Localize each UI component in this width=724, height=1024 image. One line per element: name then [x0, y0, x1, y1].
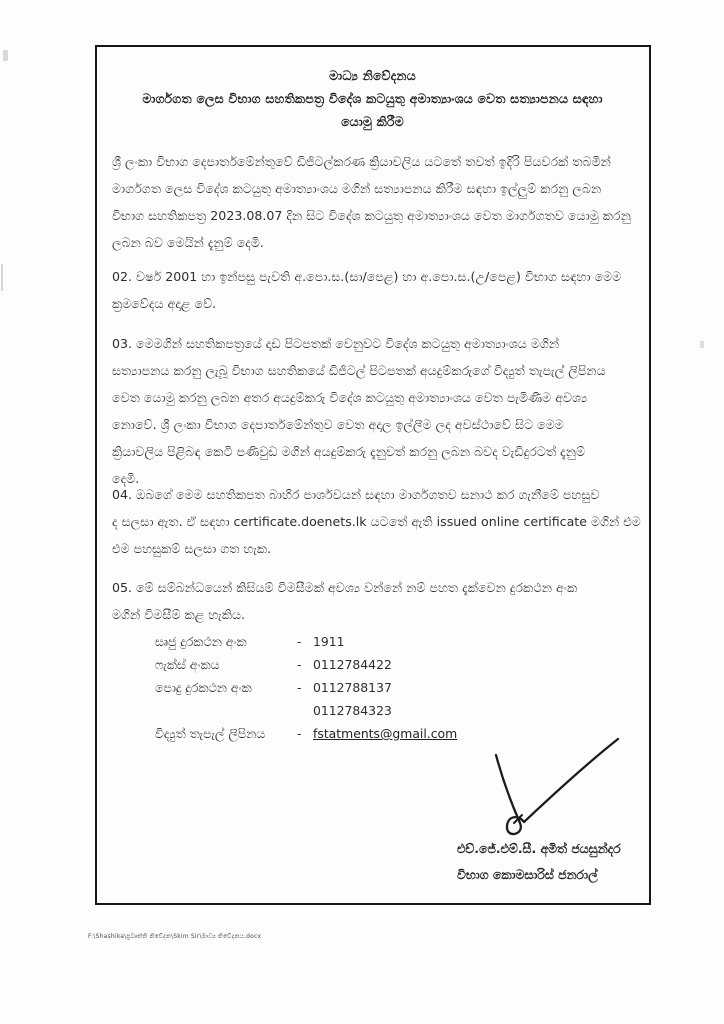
general-phone-number-2: 0112784323 [313, 703, 392, 718]
handwritten-signature-icon [478, 733, 628, 845]
contact-row-direct-phone [155, 630, 457, 653]
contact-separator: - [297, 634, 302, 649]
file-path-footer: F:\Shashika\ප්‍රවෘත්ති නිවේදන\Skim Sir\මාධ්‍ය නිවේදනය.docx [88, 933, 262, 940]
paragraph-line: ලබන බව මෙයින් දැනුම් දෙමි. [112, 235, 264, 250]
paragraph-04 [112, 481, 641, 562]
email-link[interactable]: fstatments@gmail.com [313, 726, 458, 741]
paragraph-line: නොවේ. ශ්‍රී ලංකා විභාග දෙපාර්තමේන්තුව වෙත අදාල ඉල්ලීම ලද අවස්ථාවේ සිට මෙම [112, 417, 564, 432]
contact-label: ෆැක්ස් අංකය [155, 657, 220, 672]
paragraph-line: ද සලසා ඇත. ඒ සඳහා certificate.doenets.lk යටතේ ඇති issued online certificate මගින් එම [112, 514, 641, 529]
title-line-3: යොමු කිරීම [341, 114, 404, 129]
paragraph-line: 02. වර්ෂ 2001 හා ඉන්පසු පැවති අ.පො.ස.(සා/පෙළ) හා අ.පො.ස.(උ/පෙළ) විභාග සඳහා මෙම [112, 269, 622, 284]
scan-artifact [1, 264, 6, 291]
paragraph-line: ක්‍රමවේදය අදාළ වේ. [112, 296, 217, 311]
contact-separator: - [297, 657, 302, 672]
paragraph-line: විභාග සහතිකපත්‍ර 2023.08.07 දින සිට විදේශ කටයුතු අමාත්‍යාංශය වෙත මාර්ගගතව යොමු කරනු [112, 208, 631, 223]
contact-separator: - [297, 726, 302, 741]
paragraph-05 [112, 574, 636, 628]
document-title [97, 64, 648, 133]
contact-row-email [155, 722, 457, 745]
contact-label: පොදු දුරකථන අංක [155, 680, 252, 695]
contact-separator [297, 699, 313, 722]
signatory-title: විභාග කොමසාරිස් ජනරාල් [457, 867, 598, 882]
paragraph-line: වෙත යොමු කරනු ලබන අතර අයදුම්කරු විදේශ කටයුතු අමාත්‍යාංශය වෙත පැමිණීම අවශ්‍ය [112, 390, 588, 405]
paragraph-line: දෙමි. [112, 471, 140, 486]
paragraph-line: ශ්‍රී ලංකා විභාග දෙපාර්තමේන්තුවේ ඩිජිටල්කරණ ක්‍රියාවලිය යටතේ තවත් ඉදිරි පියවරක් තබමින් [112, 154, 611, 169]
fax-number: 0112784422 [313, 657, 392, 672]
paragraph-line: 04. ඔබගේ මෙම සහතිකපත බාහිර පාර්ශවයන් සඳහා මාර්ගගතව සනාථ කර ගැනීමේ පහසුව [112, 487, 600, 502]
paragraph-line: මගින් විමසීම් කළ හැකිය. [112, 607, 246, 622]
document-border-frame [95, 45, 651, 905]
signatory-name: එච්.ජේ.එම්.සී. අමිත් ජයසුන්දර [457, 841, 621, 856]
paragraph-line: ක්‍රියාවලිය පිළිබඳ කෙටි පණිවුඩ මගින් අයදුම්කරු දැනුවත් කරනු ලබන බවද වැඩිදුරටත් දැනුම් [112, 444, 586, 459]
scan-artifact [3, 50, 8, 61]
paragraph-line: සත්‍යාපනය කරනු ලැබූ විභාග සහතිකයේ ඩිජිටල් පිටපතක් අයදුම්කරුගේ විද්‍යුත් තැපැල් ලිපිනය [112, 363, 606, 378]
contact-list [155, 630, 457, 745]
general-phone-number-1: 0112788137 [313, 680, 392, 695]
title-line-2: මාර්ගගත ලෙස විභාග සහතිකපත්‍ර විදේශ කටයුතු අමාත්‍යාංශය වෙත සත්‍යාපනය සඳහා [142, 91, 603, 106]
paragraph-03 [112, 330, 636, 492]
paragraph-line: 03. මෙමගින් සහතිකපත්‍රයේ දෘඩ පිටපතක් වෙනුවට විදේශ කටයුතු අමාත්‍යාංශය මගින් [112, 336, 560, 351]
paragraph-line: මාර්ගගත ලෙස විදේශ කටයුතු අමාත්‍යාංශය මගින් සත්‍යාපනය කිරීම සඳහා ඉල්ලුම් කරනු ලබන [112, 181, 602, 196]
paragraph-line: එම පහසුකම් සලසා ගත හැක. [112, 541, 272, 556]
contact-label [155, 699, 297, 722]
contact-label: විද්‍යුත් තැපැල් ලිපිනය [155, 726, 266, 741]
title-line-1: මාධ්‍ය නිවේදනය [329, 68, 416, 83]
contact-row-general-phone [155, 676, 457, 699]
contact-separator: - [297, 680, 302, 695]
contact-label: සෘජු දුරකථන අංක [155, 634, 247, 649]
direct-phone-number: 1911 [313, 634, 345, 649]
paragraph-line: 05. මේ සම්බන්ධයෙන් කිසියම් විමසීමක් අවශ්‍ය වන්නේ නම් පහත දැක්වෙන දුරකථන අංක [112, 580, 578, 595]
contact-row-general-phone-2 [155, 699, 457, 722]
paragraph-02 [112, 263, 636, 317]
scan-artifact [700, 341, 704, 348]
paragraph-intro [112, 148, 636, 256]
contact-row-fax [155, 653, 457, 676]
